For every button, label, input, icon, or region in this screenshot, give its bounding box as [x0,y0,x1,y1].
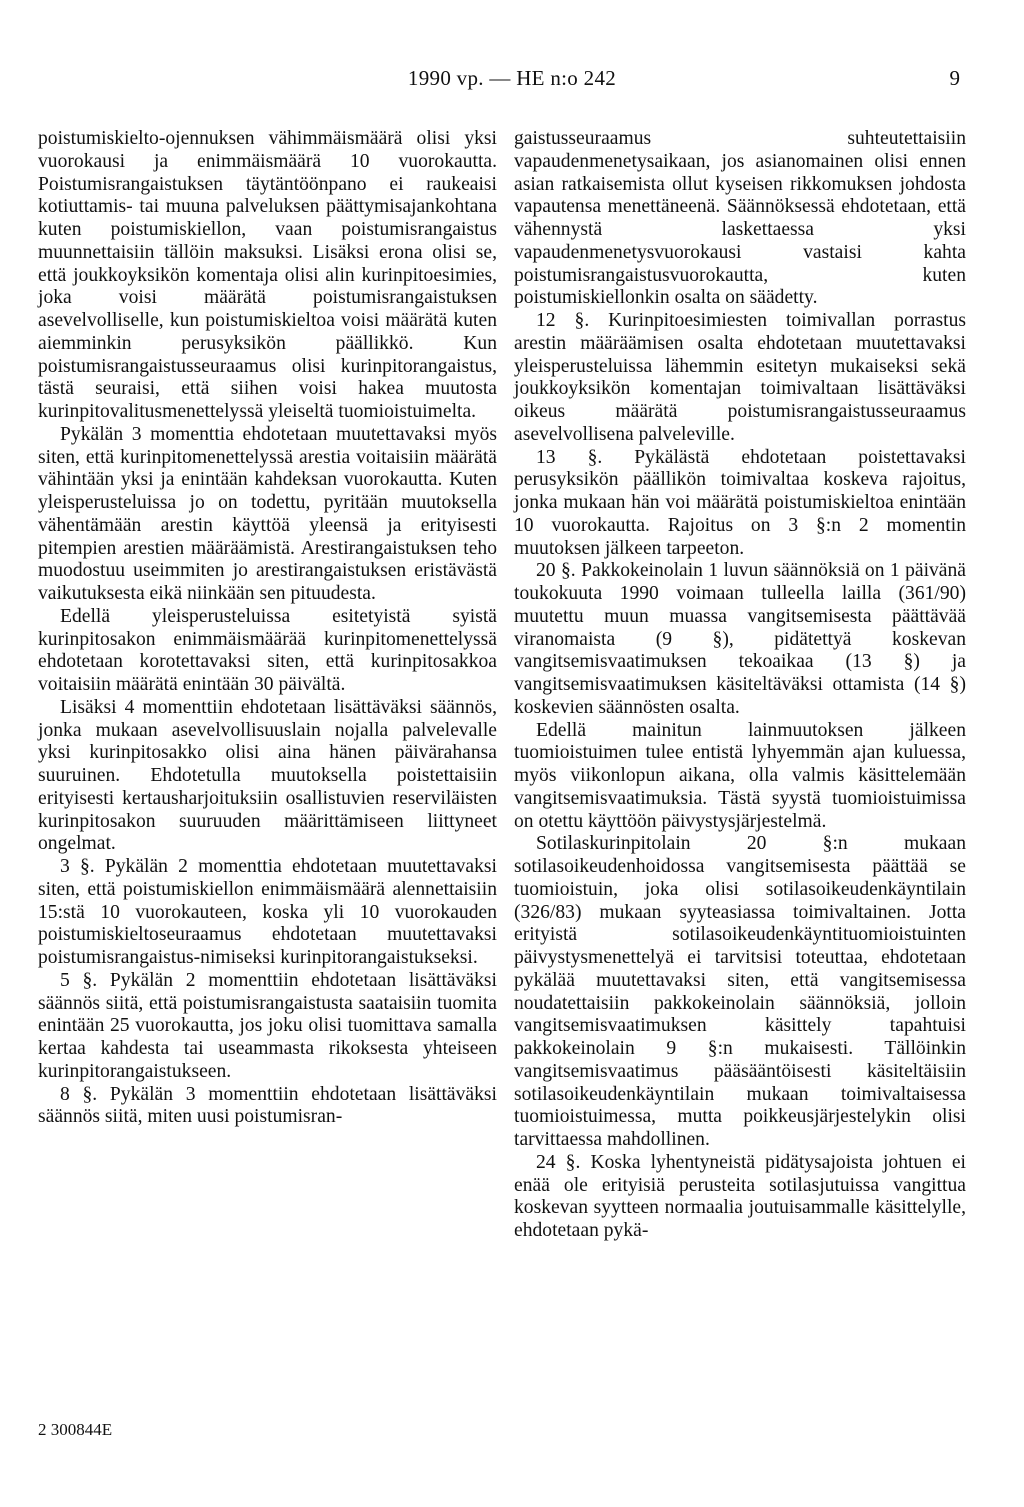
paragraph: Edellä mainitun lainmuutoksen jälkeen tuomioistuimen tulee entistä lyhyemmän ajan kuluessa, myös viikonlopun aikana, olla valmis käsittelemään vangitsemisvaatimuksia. Tästä syystä tuomioistuimissa on otettu käyttöön päivystysjärjestelmä. [514,719,966,832]
footer-code: 2 300844E [38,1420,113,1439]
document-title: 1990 vp. — HE n:o 242 [407,66,617,90]
paragraph: 3 §. Pykälän 2 momenttia ehdotetaan muutettavaksi siten, että poistumiskiellon enimmäismäärä alennettaisiin 15:stä 10 vuorokauteen, koska yli 10 vuorokauden poistumiskieltoseuraamus ehdotetaan muutettavaksi poistumisrangaistus-nimiseksi kurinpitorangaistukseksi. [38,856,497,968]
paragraph: Pykälän 3 momenttia ehdotetaan muutettavaksi myös siten, että kurinpitomenettelyssä arestia voitaisiin määrätä vähintään yksi ja enintään kahdeksan vuorokautta. Kuten yleisperusteluissa jo on todettu, pyritään muutoksella vähentämään arestin käyttöä yleensä ja erityisesti pitempien arestien määräämistä. Arestirangaistuksen teho muodostuu useimmiten jo arestirangaistuksen eristävästä vaikutuksesta eikä niinkään sen pituudesta. [38,423,497,604]
paragraph: poistumiskielto-ojennuksen vähimmäismäärä olisi yksi vuorokausi ja enimmäismäärä 10 vuorokautta. Poistumisrangaistuksen täytäntöönpano ei raukeaisi kotiuttamis- tai muuna palveluksen päättymisajankohtana kuten poistumiskiellon, vaan poistumisrangaistus muunnettaisiin tällöin maksuksi. Lisäksi erona olisi se, että joukkoyksikön komentaja olisi alin kurinpitoesimies, joka voisi määrätä poistumisrangaistuksen asevelvolliselle, kun poistumiskieltoa voisi määrätä kuten aiemminkin perusyksikön päällikkö. Kun poistumisrangaistusseuraamus olisi kurinpitorangaistus, tästä seuraisi, että siihen voisi hakea muutosta kurinpitovalitusmenettelyssä yleiseltä tuomioistuimelta. [38,128,497,422]
paragraph: 20 §. Pakkokeinolain 1 luvun säännöksiä on 1 päivänä toukokuuta 1990 voimaan tulleella lailla (361/90) muutettu muun muassa vangitsemisesta päättävää viranomaista (9 §), pidätettyä koskevan vangitsemisvaatimuksen tekoaikaa (13 §) ja vangitsemisvaatimuksen käsiteltäväksi ottamista (14 §) koskevien säännösten osalta. [514,560,966,718]
paragraph: 12 §. Kurinpitoesimiesten toimivallan porrastus arestin määräämisen osalta ehdotetaan muutettavaksi yleisperusteluissa lähemmin esitetyn mukaiseksi sekä joukkoyksikön komentajan toimivaltaan lisättäväksi oikeus määrätä poistumisrangaistusseuraamus asevelvollisena palveleville. [514,310,966,445]
page-header [0,66,1024,96]
page-number: 9 [949,66,960,90]
paragraph: gaistusseuraamus suhteutettaisiin vapaudenmenetysaikaan, jos asianomainen olisi ennen asian ratkaisemista ollut kyseisen rikkomuksen johdosta vapautensa menettäneenä. Säännöksessä ehdotetaan, että vähennystä laskettaessa yksi vapaudenmenetysvuorokausi vastaisi kahta poistumisrangaistusvuorokautta, kuten poistumiskiellonkin osalta on säädetty. [514,128,966,309]
paragraph: 5 §. Pykälän 2 momenttiin ehdotetaan lisättäväksi säännös siitä, että poistumisrangaistusta saataisiin tuomita enintään 25 vuorokautta, jos joku olisi tuomittava samalla kertaa kahdesta tai useammasta rikoksesta yhteiseen kurinpitorangaistukseen. [38,969,497,1082]
right-column [514,128,966,1243]
paragraph: 24 §. Koska lyhentyneistä pidätysajoista johtuen ei enää ole erityisiä perusteita sotilasjutuissa vangittua koskevan syytteen normaalia joutuisammalle käsittelylle, ehdotetaan pykä- [514,1151,966,1241]
paragraph: 13 §. Pykälästä ehdotetaan poistettavaksi perusyksikön päällikön toimivaltaa koskeva rajoitus, jonka mukaan hän voi määrätä poistumiskieltoa enintään 10 vuorokautta. Rajoitus on 3 §:n 2 momentin muutoksen jälkeen tarpeeton. [514,446,966,559]
paragraph: Edellä yleisperusteluissa esitetyistä syistä kurinpitosakon enimmäismäärää kurinpitomenettelyssä ehdotetaan korotettavaksi siten, että kurinpitosakkoa voitaisiin määrätä enintään 30 päivältä. [38,605,497,695]
paragraph: Sotilaskurinpitolain 20 §:n mukaan sotilasoikeudenhoidossa vangitsemisesta päättää se tuomioistuin, joka olisi sotilasoikeudenkäyntilain (326/83) mukaan syyteasiassa toimivaltainen. Jotta erityistä sotilasoikeudenkäyntituomioistuinten päivystysmenettelyä ei tarvitsisi toteuttaa, ehdotetaan pykälää muutettavaksi siten, että vangitsemisessa noudatettaisiin pakkokeinolain säännöksiä, jolloin vangitsemisvaatimuksen käsittely tapahtuisi pakkokeinolain 9 §:n mukaisesti. Tällöinkin vangitsemisvaatimus pääsääntöisesti käsiteltäisiin sotilasoikeudenkäyntilain mukaan toimivaltaisessa tuomioistuimessa, mutta poikkeusjärjestelykin olisi tarvittaessa mahdollinen. [514,833,966,1150]
paragraph: Lisäksi 4 momenttiin ehdotetaan lisättäväksi säännös, jonka mukaan asevelvollisuuslain nojalla palvelevalle yksi kurinpitosakko olisi aina hänen päivärahansa suuruinen. Ehdotetulla muutoksella poistettaisiin erityisesti kertausharjoituksiin osallistuvien reserviläisten kurinpitosakon suuruuden määrittämiseen liittyneet ongelmat. [38,696,497,855]
left-column [38,128,497,1129]
paragraph: 8 §. Pykälän 3 momenttiin ehdotetaan lisättäväksi säännös siitä, miten uusi poistumisran- [38,1083,497,1128]
